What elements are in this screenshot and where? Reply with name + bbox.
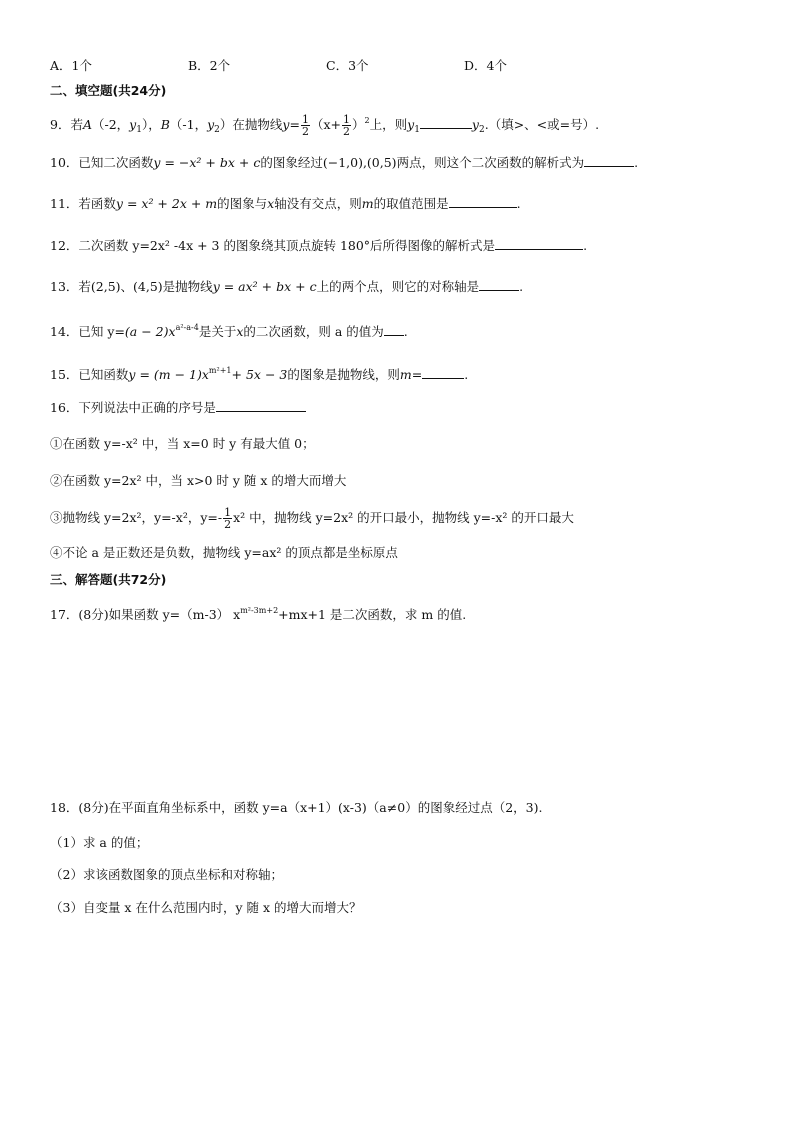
q9-tail: .（填>、<或=号）. [484,117,600,132]
q9-frac2-den: 2 [343,125,350,138]
q9-y1: y [129,117,137,132]
q15-tail: . [464,367,469,382]
q16-option-2: ②在函数 y=2x² 中，当 x>0 时 y 随 x 的增大而增大 [50,473,347,488]
q9-cmp-y2-sub: 2 [478,125,485,135]
q15-answer-blank[interactable] [422,366,464,379]
q9-a-coord: （-2， [91,117,130,132]
q16-o3-fraction [223,507,232,530]
q14-pre: 14．已知 y= [50,324,125,339]
q10-points: (−1,0),(0,5) [322,155,397,170]
q10-answer-blank[interactable] [584,154,634,167]
q14-post: 是关于 [198,324,237,339]
choice-a: A．1个 [50,58,92,73]
q9-post: 上，则 [369,117,408,132]
q12-text: 12．二次函数 y=2x² -4x + 3 的图象绕其顶点旋转 180°后所得图像的解析式是 [50,238,496,253]
q11-mid2: 轴没有交点，则 [274,196,362,211]
q9-y1-sub: 1 [136,125,142,135]
q16-option-3 [50,507,574,530]
question-17 [50,602,466,624]
q9-pre: 9．若 [50,117,83,132]
q9-eq: y= [282,117,300,132]
q10-tail: . [634,155,639,170]
q11-pre: 11．若函数 [50,196,116,211]
q16-o3-post: x² 中，抛物线 y=2x² 的开口最小，抛物线 y=-x² 的开口最大 [233,510,574,525]
q13-equation: y = ax² + bx + c [212,279,317,294]
q16-option-1: ①在函数 y=-x² 中，当 x=0 时 y 有最大值 0； [50,436,315,451]
q17-post: +mx+1 是二次函数，求 m 的值. [278,607,467,622]
q13-answer-blank[interactable] [479,278,519,291]
q16-text: 16．下列说法中正确的序号是 [50,400,216,415]
q10-mid: 的图象经过 [260,155,323,170]
q18-part-3: （3）自变量 x 在什么范围内时，y 随 x 的增大而增大？ [50,900,362,915]
q9-fraction-2 [342,114,351,137]
q11-tail: . [516,196,521,211]
question-11 [50,195,521,213]
q9-frac2-num: 1 [343,113,350,126]
q14-equation: (a − 2)x [124,324,176,339]
q17-exponent: m²-3m+2 [240,606,279,615]
q9-a-close: ）， [141,117,161,132]
q18-part-1: （1）求 a 的值； [50,835,149,850]
q16-o3-frac-den: 2 [224,518,232,531]
q9-cmp-y2: y [471,117,479,132]
q13-tail: . [519,279,524,294]
q14-x: x [236,324,244,339]
q15-post2: = [411,367,423,382]
q17-pre: 17．(8分)如果函数 y=（m-3） x [50,607,241,622]
q9-square: 2 [364,116,370,125]
q9-b-close: ）在抛物线 [219,117,283,132]
q15-m: m [399,367,412,382]
q13-post: 上的两个点，则它的对称轴是 [316,279,480,294]
q10-post: 两点，则这个二次函数的解析式为 [396,155,585,170]
q14-tail: . [403,324,408,339]
choice-d: D．4个 [464,58,507,73]
q11-post: 的取值范围是 [373,196,449,211]
q15-pre: 15．已知函数 [50,367,129,382]
q9-answer-blank[interactable] [420,116,472,129]
q12-tail: . [583,238,588,253]
q16-option-4: ④不论 a 是正数还是负数，抛物线 y=ax² 的顶点都是坐标原点 [50,545,398,560]
q9-fraction [301,114,310,137]
q14-exponent: a²-a-4 [175,323,199,332]
q9-b-coord: （-1， [169,117,208,132]
q16-answer-blank[interactable] [216,399,306,412]
q16-o3-frac-num: 1 [224,506,232,519]
q9-point-a: A [82,117,92,132]
section-fill-in-heading: 二、填空题(共24分) [50,83,167,98]
q14-answer-blank[interactable] [384,323,404,336]
q18-part-2: （2）求该函数图象的顶点坐标和对称轴； [50,867,283,882]
q12-answer-blank[interactable] [495,237,583,250]
q9-cmp-y1: y [407,117,415,132]
question-14 [50,319,408,341]
q10-pre: 10．已知二次函数 [50,155,154,170]
q14-post2: 的二次函数，则 a 的值为 [243,324,384,339]
question-10 [50,154,638,172]
choice-c: C．3个 [326,58,369,73]
question-18: 18．(8分)在平面直角坐标系中，函数 y=a（x+1）(x-3)（a≠0）的图象经过点（2，3). [50,800,543,815]
question-15 [50,362,468,384]
q9-close: ） [352,117,365,132]
section-answer-heading: 三、解答题(共72分) [50,572,167,587]
q9-y2-sub: 2 [214,125,220,135]
q9-frac-den: 2 [301,125,309,138]
choice-b: B．2个 [188,58,231,73]
question-13 [50,278,523,296]
question-16 [50,399,306,417]
q9-y2: y [207,117,215,132]
q13-pre: 13．若 [50,279,91,294]
question-9 [50,112,599,139]
q10-equation: y = −x² + bx + c [153,155,261,170]
q9-paren: （x+ [310,117,341,132]
q9-cmp-y1-sub: 1 [414,125,420,135]
q11-m: m [361,196,374,211]
question-12 [50,237,587,255]
q11-equation: y = x² + 2x + m [115,196,218,211]
q15-equation: y = (m − 1)x [128,367,209,382]
q15-equation-2: + 5x − 3 [231,367,288,382]
q9-frac-num: 1 [301,113,309,126]
q11-answer-blank[interactable] [449,195,517,208]
q13-mid: 是抛物线 [162,279,213,294]
q9-point-b: B [160,117,170,132]
q16-o3-pre: ③抛物线 y=2x²，y=-x²，y=- [50,510,223,525]
q13-points: (2,5)、(4,5) [90,279,163,294]
q15-exponent: m²+1 [208,366,232,375]
q11-x: x [267,196,275,211]
q11-mid: 的图象与 [217,196,268,211]
q15-post: 的图象是抛物线，则 [287,367,400,382]
